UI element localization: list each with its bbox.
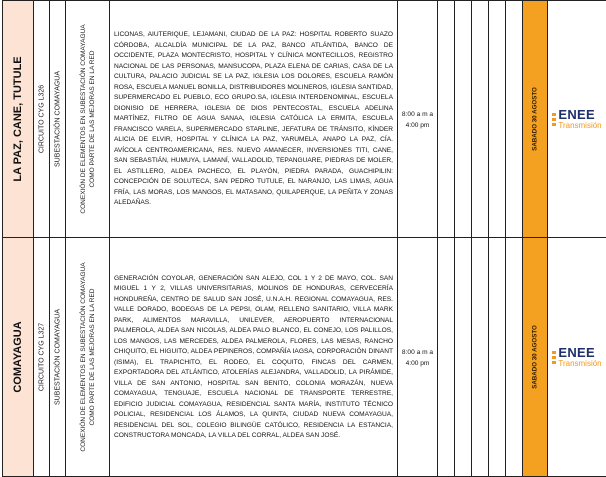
empty-cell	[438, 238, 455, 477]
circuit-name: CIRCUITO CYG L327	[38, 322, 45, 392]
affected-areas-text: LICONAS, AIUTERIQUE, LEJAMANI, CIUDAD DE LA PAZ: HOSPITAL ROBERTO SUAZO CÓRDOBA, ALCALDÍA MUNICIPAL DE LA PAZ, BANCO ATLÁNTIDA, BANCO DE OCCIDENTE, PLAZA MONTECRISTO, HOSPITAL Y CLÍNICA MONTECILLOS, REGISTRO NACIONAL DE LAS PERSONAS, MANSUCOPA, PLAZA ELENA DE CARIAS, CASA DE LA CULTURA, PALACIO JUDICIAL SE LA PAZ, IGLESIA LOS DOLORES, ESCUELA RAMÓN ROSA, ESCUELA MANUEL BONILLA, DISTRIBUIDORES MOLINEROS, IGLESIA SANTIDAD, SUPERMERCADO EL PUEBLO, ECO GRUPO.SA, IGLESIA INTERDENOMINAL, ESCUELA DIONISIO DE HERRERA, IGLESIA DE DIOS PENTECOSTAL, ESCUELA ADELINA MARTÍNEZ, FILTRO DE AGUA SANAA, IGLESIA CATÓLICA LA ERMITA, ESCUELA FRANCISCO VARELA, SUPERMERCADO STARLINE, JEFATURA DE TRÁNSITO, KÍNDER ALICIA DE ELVIR, HOSPITAL Y CLÍNICA LA PAZ, YARUMELA, ANAPO LA PAZ, CÍA. AVÍCOLA CENTROAMERICANA, RES. NUEVO AMANECER, INVERSIONES TITI, CANE, SAN SEBASTIÁN, HUMUYA, LAMANÍ, VALLADOLID, TEPANGUARE, PIEDRAS DE MOLER, EL ASTILLERO, ALDEA PACHECO, EL PLAYÓN, PIEDRA PARADA, GUACHIPILIN: CONCEPCIÓN DE SOLUTECA, SAN PEDRO TUTULE, EL NARANJO, LAS LIMAS, AGUA FRÍA, LAS MORAS, LOS MANGOS, EL MATASANO, QUILAPERQUE, LA PEÑITA Y ZONAS ALEDAÑAS.	[114, 31, 393, 207]
time-cell	[398, 238, 438, 477]
empty-cell	[506, 238, 523, 477]
outage-time	[398, 107, 437, 131]
logo-name: ENEE	[558, 345, 595, 360]
empty-cell	[438, 1, 455, 238]
circuit-cell	[34, 238, 50, 477]
description-line: COMO PARTE DE LAS MEJORAS EN LA RED	[88, 288, 96, 426]
enee-logo	[548, 1, 606, 237]
outage-date: SABADO 30 AGOSTO	[531, 87, 539, 151]
logo-cell	[548, 238, 606, 477]
logo-cell	[548, 1, 606, 238]
time-start: 8:00 a m a	[401, 111, 434, 118]
substation-cell	[50, 238, 66, 477]
time-end: 4:00 pm	[405, 360, 430, 367]
region-name: COMAYAGUA	[12, 321, 24, 393]
substation-name: SUBESTACIÓN COMAYAGUA	[54, 308, 61, 406]
circuit-cell	[34, 1, 50, 238]
circuit-name: CIRCUITO CYG L326	[38, 84, 45, 154]
description-cell	[66, 238, 110, 477]
logo-subtitle: Transmisión	[558, 121, 602, 130]
region-cell	[3, 1, 34, 238]
time-cell	[398, 1, 438, 238]
description-line: CONEXIÓN DE ELEMENTOS EN SUBESTACIÓN COMAYAGUA	[79, 24, 87, 214]
region-name: LA PAZ, CANE, TUTULE	[12, 56, 24, 182]
affected-areas-cell	[110, 238, 398, 477]
time-end: 4:00 pm	[405, 122, 430, 129]
empty-cell	[455, 1, 472, 238]
description-line: CONEXIÓN DE ELEMENTOS EN SUBESTACIÓN COMAYAGUA	[79, 262, 87, 452]
logo-name: ENEE	[558, 107, 595, 122]
description-cell	[66, 1, 110, 238]
outage-date: SABADO 30 AGOSTO	[531, 325, 539, 389]
description-line: COMO PARTE DE LAS MEJORAS EN LA RED	[88, 50, 96, 188]
enee-logo-bars-icon	[552, 351, 556, 364]
outage-schedule-table	[2, 0, 606, 477]
substation-name: SUBESTACIÓN COMAYAGUA	[54, 70, 61, 168]
table-row	[3, 238, 606, 477]
empty-cell	[489, 238, 506, 477]
logo-subtitle: Transmisión	[558, 359, 602, 368]
empty-cell	[472, 238, 489, 477]
enee-logo-bars-icon	[552, 113, 556, 126]
empty-cell	[472, 1, 489, 238]
work-description	[79, 24, 97, 213]
substation-cell	[50, 1, 66, 238]
date-cell	[523, 1, 548, 238]
region-cell	[3, 238, 34, 477]
table-row	[3, 1, 606, 238]
empty-cell	[455, 238, 472, 477]
date-cell	[523, 238, 548, 477]
empty-cell	[506, 1, 523, 238]
work-description	[79, 262, 97, 451]
time-start: 8:00 a m a	[401, 349, 434, 356]
affected-areas-cell	[110, 1, 398, 238]
outage-time	[398, 345, 437, 369]
enee-logo	[548, 238, 606, 476]
affected-areas-text: GENERACIÓN COYOLAR, GENERACIÓN SAN ALEJO, COL 1 Y 2 DE MAYO, COL. SAN MIGUEL 1 Y 2, VILLAS UNIVERSITARIAS, MOLINOS DE HONDURAS, CERVECERÍA HONDUREÑA, CENTRO DE SALUD SAN JOSÉ, U.N.A.H. REGIONAL COMAYAGUA, RES. VALLE DORADO, BODEGAS DE LA PEPSI, OLAM, RELLENO SANITARIO, VILLA MARK PARK, ALIMENTOS MARAVILLA, UNILEVER, AEROPUERTO INTERNACIONAL PALMEROLA, ALDEA SAN NICOLAS, ALDEA PALO BLANCO, EL CONEJO, LOS PALILLOS, LOS MANGOS, LAS MERCEDES, ALDEA PALMEROLA, FLORES, LAS MESAS, RANCHO CHIQUITO, EL HIGUITO, ALDEA PEPINEROS, COMPAÑÍA IAGSA, CORPORACIÓN DINANT (ISIMA), EL TRAPICHITO, EL RODEO, EL COQUITO, FINCAS DEL CARMEN, EXPORTADORA DEL ATLÁNTICO, ATOLERÍAS ALEJANDRA, VALLADOLID, LA PIRÁMIDE, VILLA DE SAN ANTONIO, HOSPITAL SAN BENITO, COLONIA MORAZÁN, NUEVA COMAYAGUA, TENGUAJE, ESCUELA NACIONAL DE TRANSPORTE TERRESTRE, EDIFICIO JUDICIAL COMAYAGUA, RESIDENCIAL SANTA MARÍA, INSTITUTO TÉCNICO POLICIAL, RESIDENCIAL LOS ÁLAMOS, LA QUINTA, CIUDAD NUEVA COMAYAGUA, RESIDENCIAL DEL SOL, COLEGIO BILINGÜE CATÓLICO, RESIDENCIA LA ESTANCIA, CONSTRUCTORA MONCADA, LA VILLA DEL CORRAL, ALDEA SAN JOSÉ.	[114, 274, 393, 439]
empty-cell	[489, 1, 506, 238]
